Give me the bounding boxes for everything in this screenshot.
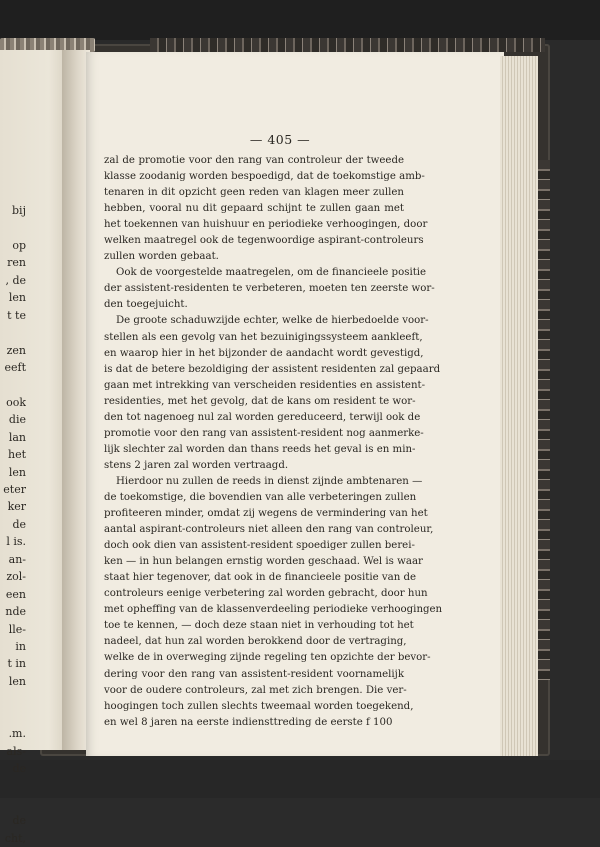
text-line: het toekennen van huishuur en periodieke verhoogingen, door [104, 219, 428, 231]
text-line: doch ook dien van assistent-resident spoediger zullen berei- [104, 540, 415, 552]
left-page-fragment: op [12, 238, 26, 252]
text-line: welken maatregel ook de tegenwoordige aspirant-controleurs [104, 235, 424, 247]
left-page-fragment: de [12, 517, 26, 531]
left-page-fragment: an- [8, 552, 26, 566]
left-page-fragment: .m. [8, 727, 26, 741]
left-page-fragment: de [12, 814, 26, 828]
text-line: aantal aspirant-controleurs niet alleen den rang van controleur, [104, 524, 434, 536]
left-page-fragment: bij [12, 204, 26, 217]
left-page-fragment: als- [6, 744, 26, 758]
left-page-fragment: ook [6, 395, 26, 409]
text-line: klasse zoodanig worden bespoedigd, dat de toekomstige amb- [104, 171, 425, 183]
left-page-fragment: zol- [6, 570, 26, 584]
left-page-fragment: een [5, 587, 26, 601]
left-page-fragment [0, 376, 26, 393]
text-line: promotie voor den rang van assistent-resident nog aanmerke- [104, 427, 424, 439]
text-line: tenaren in dit opzicht geen reden van klagen meer zullen [104, 187, 404, 199]
left-page-fragment: de [12, 762, 26, 775]
left-page-fragment [0, 690, 26, 707]
left-page-fragment: eeft [4, 360, 26, 374]
text-line: gaan met intrekking van verscheiden residenties en assistent- [104, 379, 426, 391]
left-page-fragment: het [7, 448, 26, 462]
page-block-edges [500, 56, 538, 756]
left-page-fragment: ker [7, 500, 26, 514]
scanner-bottom-strip [0, 760, 600, 798]
text-line: en wel 8 jaren na eerste indiensttreding de eerste f 100 [104, 716, 393, 728]
paragraph [104, 153, 428, 265]
page-body-text [104, 153, 443, 731]
text-line: lijk slechter zal worden dan thans reeds het geval is en min- [104, 443, 416, 455]
text-line: hebben, vooral nu dit gepaard schijnt te zullen gaan met [104, 203, 404, 215]
scanner-top-strip [0, 0, 600, 40]
text-line: De groote schaduwzijde echter, welke de hierbedoelde voor- [116, 315, 429, 327]
left-page-fragment: t te [7, 308, 26, 322]
left-page-fragment [0, 708, 26, 725]
text-line: ken — in hun belangen ernstig worden geschaad. Wel is waar [104, 556, 423, 568]
text-line: nadeel, dat hun zal worden berokkend door de vertraging, [104, 636, 407, 648]
text-line: zullen worden gebaat. [104, 251, 219, 263]
text-line: den toegejuicht. [104, 299, 188, 311]
marbled-board-top [150, 38, 545, 52]
left-page-fragment [0, 219, 26, 236]
text-line: en waarop hier in het bijzonder de aandacht wordt gevestigd, [104, 347, 424, 359]
left-page-fragment: len [8, 465, 26, 479]
page-number: — 405 — [249, 132, 311, 147]
left-page-text-fragments [0, 202, 26, 847]
left-page-fragment: die [8, 413, 26, 427]
left-page-fragment: in [15, 639, 26, 653]
left-page-fragment: ren [7, 256, 26, 270]
left-page-fragment: len [8, 291, 26, 305]
left-page-fragment: , de [5, 273, 26, 287]
marbled-board-right [536, 160, 550, 680]
left-page-fragment [0, 324, 26, 341]
paragraph [104, 474, 443, 731]
text-line: Hierdoor nu zullen de reeds in dienst zijnde ambtenaren — [116, 475, 423, 487]
paragraph [104, 313, 441, 473]
text-line: residenties, met het gevolg, dat de kans om resident te wor- [104, 395, 416, 407]
text-line: met opheffing van de klassenverdeeling periodieke verhoogingen [104, 604, 443, 616]
left-page-fragment: eter [3, 483, 26, 496]
text-line: staat hier tegenover, dat ook in de financieele positie van de [104, 572, 417, 584]
text-line: dering voor den rang van assistent-resident voornamelijk [104, 668, 404, 680]
left-page-fragment: t in [7, 657, 26, 671]
text-line: toe te kennen, — doch deze staan niet in verhouding tot het [104, 620, 414, 632]
left-page-fragment: cht, [4, 831, 26, 845]
left-page-fragment: lan [8, 430, 26, 444]
text-line: der assistent-residenten te verbeteren, moeten ten zeerste wor- [104, 283, 435, 295]
left-page-fragment: len [8, 674, 26, 688]
text-line: hoogingen toch zullen slechts tweemaal worden toegekend, [104, 700, 414, 712]
text-line: den tot nagenoeg nul zal worden gereduceerd, terwijl ook de [104, 411, 421, 423]
text-line: Ook de voorgestelde maatregelen, om de financieele positie [116, 267, 427, 279]
text-line: stellen als een gevolg van het bezuinigingssysteem aankleeft, [104, 331, 423, 343]
text-line: controleurs eenige verbetering zal worden gebracht, door hun [104, 588, 428, 600]
text-line: is dat de betere bezoldiging der assistent residenten zal gepaard [104, 363, 441, 375]
text-line: de toekomstige, die bovendien van alle verbeteringen zullen [104, 491, 417, 503]
text-line: profiteeren minder, omdat zij wegens de vermindering van het [104, 508, 428, 520]
left-page [0, 50, 70, 845]
left-page-fragment: zen [6, 343, 26, 357]
left-page-fragment [0, 777, 26, 794]
left-page-fragment: l is. [6, 535, 26, 549]
left-page-fragment: nde [5, 605, 26, 619]
text-line: welke de in overweging zijnde regeling ten opzichte der bevor- [104, 652, 431, 664]
left-page-fragment: lle- [8, 622, 26, 636]
text-line: zal de promotie voor den rang van controleur der tweede [104, 155, 404, 166]
text-line: voor de oudere controleurs, zal met zich brengen. Die ver- [104, 684, 407, 696]
paragraph [104, 265, 435, 313]
left-page-fragment [0, 795, 26, 812]
text-line: stens 2 jaren zal worden vertraagd. [104, 459, 289, 471]
